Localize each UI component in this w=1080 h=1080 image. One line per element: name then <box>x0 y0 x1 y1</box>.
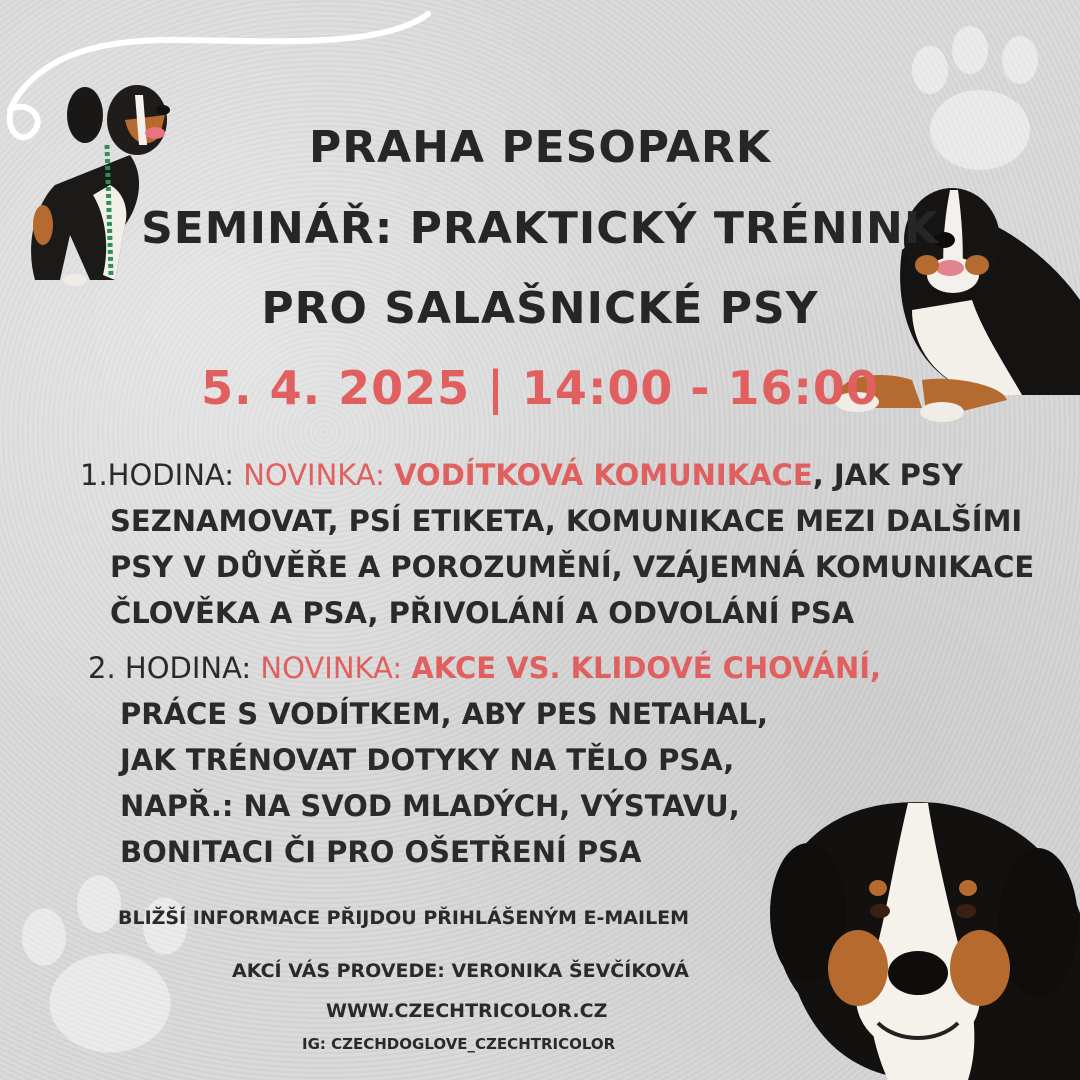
program-hour-1 <box>80 452 1034 636</box>
instagram-handle[interactable]: IG: CZECHDOGLOVE_CZECHTRICOLOR <box>302 1035 616 1053</box>
seminar-title: SEMINÁŘ: PRAKTICKÝ TRÉNINK <box>141 203 939 254</box>
hour-1-first-rest: , JAK PSY <box>812 458 963 492</box>
hour-1-highlight: VODÍTKOVÁ KOMUNIKACE <box>394 458 813 492</box>
hour-2-highlight: AKCE VS. KLIDOVÉ CHOVÁNÍ, <box>411 651 882 685</box>
hour-2-label: HODINA: <box>124 651 261 685</box>
event-location-title: PRAHA PESOPARK <box>308 122 771 173</box>
website-link[interactable]: WWW.CZECHTRICOLOR.CZ <box>326 1000 608 1022</box>
dog-small-top-left <box>15 75 175 290</box>
hour-2-line: JAK TRÉNOVAT DOTYKY NA TĚLO PSA, <box>120 743 735 777</box>
hour-2-number: 2. <box>88 651 116 685</box>
hour-1-new-label: NOVINKA: <box>243 458 395 492</box>
hour-2-line: NAPŘ.: NA SVOD MLADÝCH, VÝSTAVU, <box>120 789 740 823</box>
hour-1-label: HODINA: <box>107 458 244 492</box>
info-note: BLIŽŠÍ INFORMACE PŘIJDOU PŘIHLÁŠENÝM E-MAILEM <box>118 907 690 929</box>
hour-2-line: BONITACI ČI PRO OŠETŘENÍ PSA <box>120 835 642 869</box>
seminar-subtitle: PRO SALAŠNICKÉ PSY <box>261 283 819 334</box>
hour-1-line: PSY V DŮVĚŘE A POROZUMĚNÍ, VZÁJEMNÁ KOMUNIKACE <box>110 550 1035 584</box>
program-hour-2 <box>88 645 881 875</box>
event-date-time: 5. 4. 2025 | 14:00 - 16:00 <box>201 361 879 415</box>
hour-1-line: SEZNAMOVAT, PSÍ ETIKETA, KOMUNIKACE MEZI DALŠÍMI <box>110 504 1023 538</box>
hour-1-line: ČLOVĚKA A PSA, PŘIVOLÁNÍ A ODVOLÁNÍ PSA <box>110 596 855 630</box>
hour-1-number: 1. <box>80 458 108 492</box>
hour-2-new-label: NOVINKA: <box>260 651 412 685</box>
hour-2-line: PRÁCE S VODÍTKEM, ABY PES NETAHAL, <box>120 697 769 731</box>
guide-name: AKCÍ VÁS PROVEDE: VERONIKA ŠEVČÍKOVÁ <box>232 960 689 982</box>
paw-print-icon <box>0 860 220 1080</box>
